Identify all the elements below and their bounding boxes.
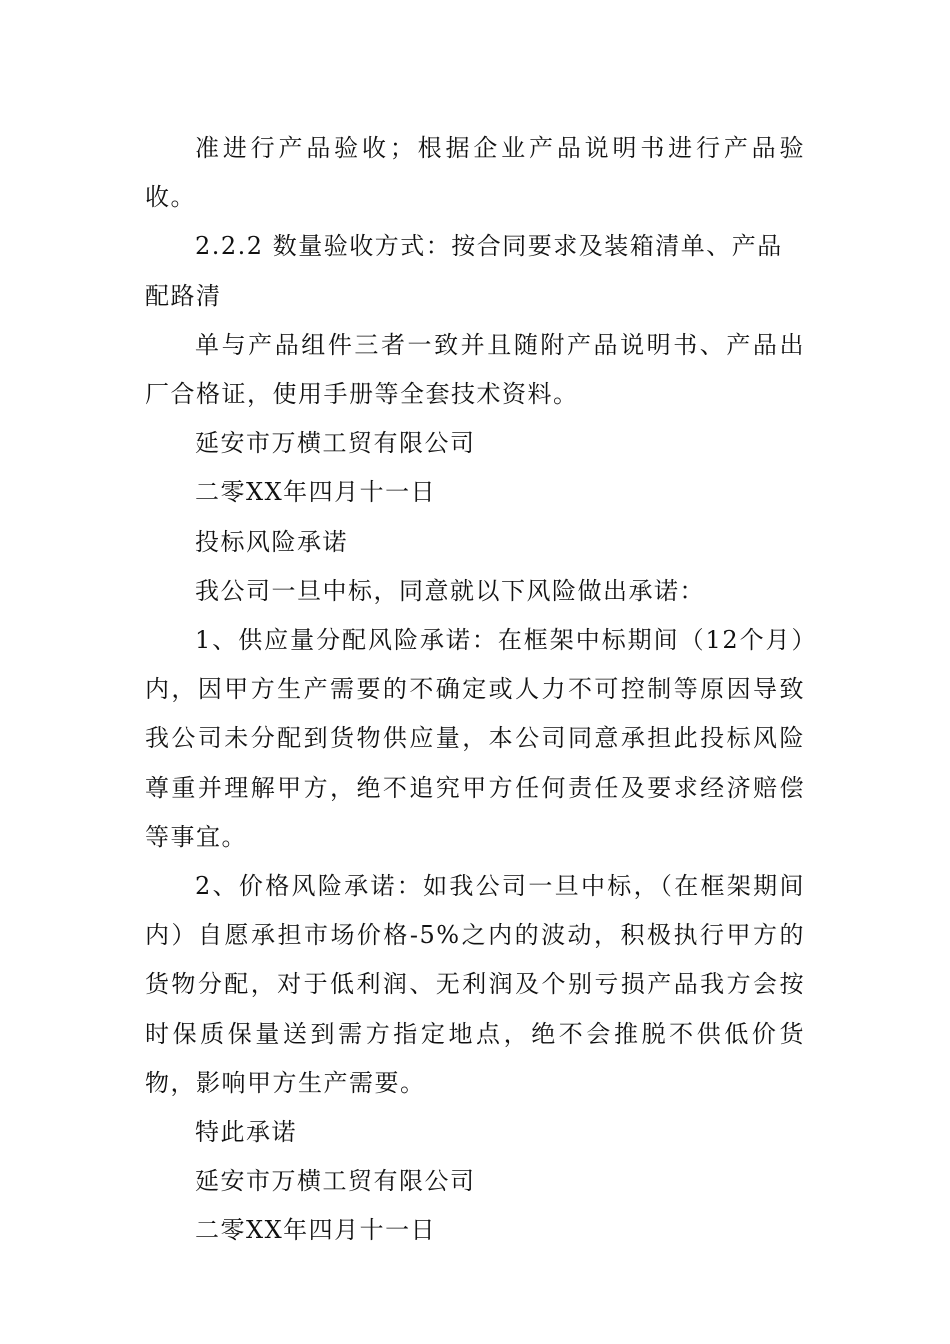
document-body (145, 124, 805, 1256)
paragraph-acceptance-standard: 准进行产品验收；根据企业产品说明书进行产品验收。 (145, 134, 805, 212)
date-line-signature: 二零XX年四月十一日 (195, 1216, 437, 1245)
paragraph-commitment-intro: 我公司一旦中标，同意就以下风险做出承诺： (195, 576, 705, 605)
company-name: 延安市万横工贸有限公司 (195, 429, 476, 458)
paragraph-fragment: 配路清 (145, 281, 222, 310)
company-name-signature: 延安市万横工贸有限公司 (195, 1167, 476, 1196)
date-line: 二零XX年四月十一日 (195, 478, 437, 507)
closing-statement: 特此承诺 (195, 1118, 297, 1147)
paragraph-documentation: 单与产品组件三者一致并且随附产品说明书、产品出厂合格证，使用手册等全套技术资料。 (145, 330, 805, 409)
paragraph-quantity-acceptance: 2.2.2 数量验收方式：按合同要求及装箱清单、产品 (195, 232, 783, 261)
paragraph-supply-risk: 1、供应量分配风险承诺：在框架中标期间（12个月）内，因甲方生产需要的不确定或人力不可控制等原因导致我公司未分配到货物供应量，本公司同意承担此投标风险尊重并理解甲方，绝不追究甲方任何责任及要求经济赔偿等事宜。 (145, 626, 805, 851)
section-title: 投标风险承诺 (195, 527, 348, 556)
paragraph-price-risk: 2、价格风险承诺：如我公司一旦中标，（在框架期间内）自愿承担市场价格-5%之内的波动，积极执行甲方的货物分配，对于低利润、无利润及个别亏损产品我方会按时保质保量送到需方指定地点，绝不会推脱不供低价货物，影响甲方生产需要。 (145, 872, 805, 1097)
